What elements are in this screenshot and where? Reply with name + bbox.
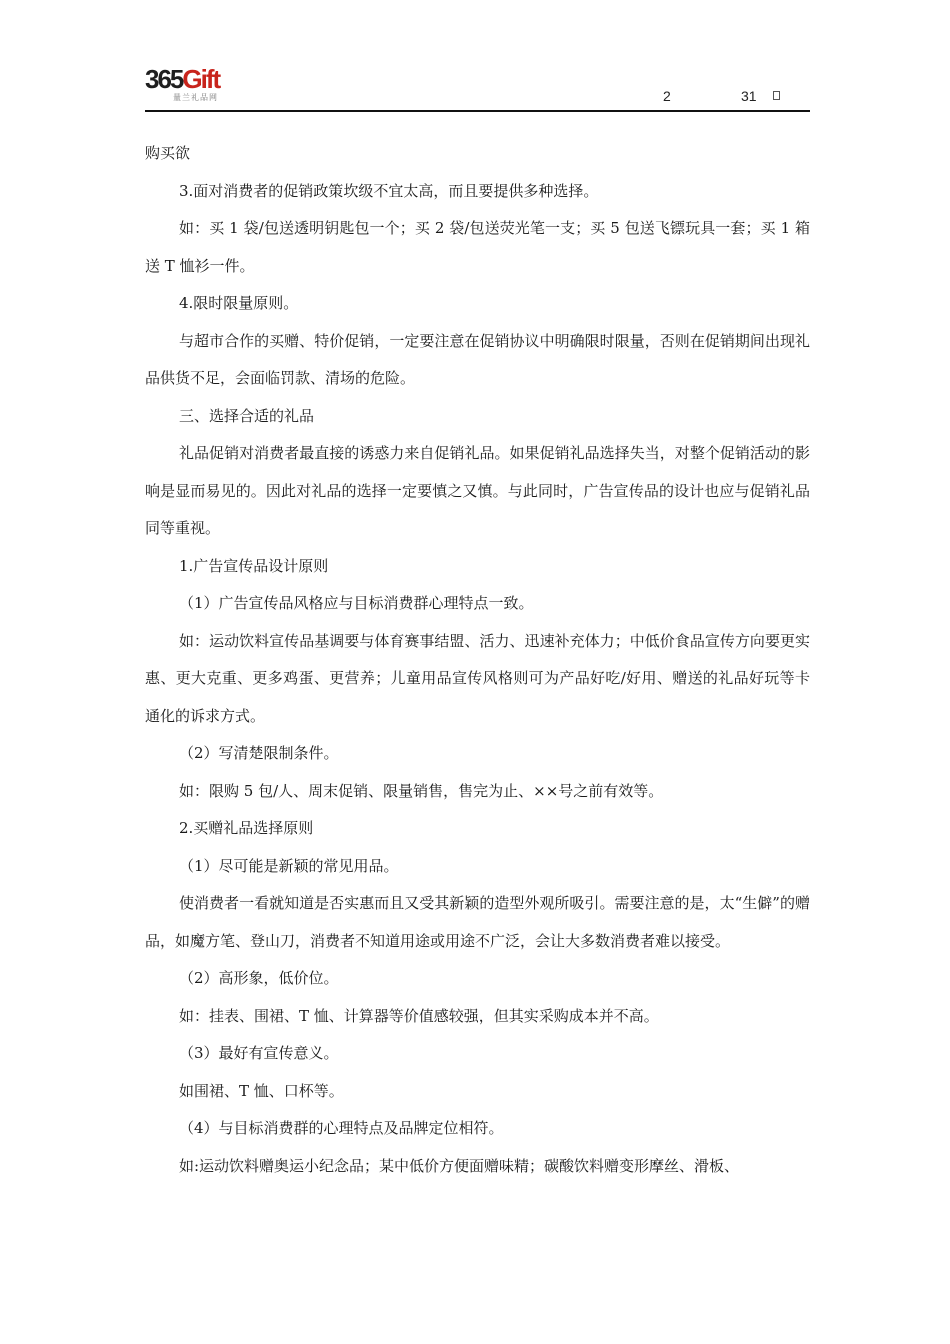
paragraph: （1）广告宣传品风格应与目标消费群心理特点一致。 xyxy=(179,594,534,612)
paragraph: 与超市合作的买赠、特价促销，一定要注意在促销协议中明确限时限量，否则在促销期间出现礼品供货不足，会面临罚款、清场的危险。 xyxy=(145,331,810,387)
total-page-count: 31 xyxy=(741,88,757,104)
paragraph: 4.限时限量原则。 xyxy=(179,294,299,312)
brand-logo xyxy=(145,64,249,104)
logo-prefix: 365 xyxy=(145,64,183,94)
paragraph: 三、选择合适的礼品 xyxy=(179,406,315,425)
page-marker-icon xyxy=(773,91,780,100)
paragraph: 使消费者一看就知道是否实惠而且又受其新颖的造型外观所吸引。需要注意的是，太“生僻”的赠品，如魔方笔、登山刀，消费者不知道用途或用途不广泛，会让大多数消费者难以接受。 xyxy=(145,894,810,950)
paragraph: 如：挂表、围裙、T 恤、计算器等价值感较强，但其实采购成本并不高。 xyxy=(179,1006,659,1025)
paragraph: 如围裙、T 恤、口杯等。 xyxy=(179,1081,344,1100)
paragraph: 如：限购 5 包/人、周末促销、限量销售，售完为止、××号之前有效等。 xyxy=(179,781,664,800)
paragraph: 如：买 1 袋/包送透明钥匙包一个；买 2 袋/包送荧光笔一支；买 5 包送飞镖玩具一套；买 1 箱送 T 恤衫一件。 xyxy=(145,219,810,275)
logo-wordmark xyxy=(145,64,219,94)
paragraph: 如:运动饮料赠奥运小纪念品；某中低价方便面赠味精；碳酸饮料赠变形摩丝、滑板、 xyxy=(179,1156,740,1175)
paragraph: 如：运动饮料宣传品基调要与体育赛事结盟、活力、迅速补充体力；中低价食品宣传方向要更实惠、更大克重、更多鸡蛋、更营养；儿童用品宣传风格则可为产品好吃/好用、赠送的礼品好玩等卡通化的诉求方式。 xyxy=(145,631,810,725)
paragraph: 3.面对消费者的促销政策坎级不宜太高，而且要提供多种选择。 xyxy=(179,181,599,200)
current-page-number: 2 xyxy=(663,88,671,104)
logo-accent: Gift xyxy=(182,64,220,94)
document-body xyxy=(145,135,810,1185)
paragraph: 1.广告宣传品设计原则 xyxy=(179,556,329,575)
paragraph: （2）写清楚限制条件。 xyxy=(179,744,339,762)
paragraph: 礼品促销对消费者最直接的诱惑力来自促销礼品。如果促销礼品选择失当，对整个促销活动的影响是显而易见的。因此对礼品的选择一定要慎之又慎。与此同时，广告宣传品的设计也应与促销礼品同等重视。 xyxy=(145,444,810,537)
paragraph: （2）高形象，低价位。 xyxy=(179,969,339,987)
paragraph: 2.买赠礼品选择原则 xyxy=(179,819,314,837)
paragraph: （1）尽可能是新颖的常见用品。 xyxy=(179,856,399,875)
paragraph: （4）与目标消费群的心理特点及品牌定位相符。 xyxy=(179,1119,504,1137)
paragraph: （3）最好有宣传意义。 xyxy=(179,1044,339,1062)
page-header xyxy=(145,62,810,112)
logo-subtitle: 量兰礼品网 xyxy=(173,93,218,102)
paragraph: 购买欲 xyxy=(145,144,191,162)
